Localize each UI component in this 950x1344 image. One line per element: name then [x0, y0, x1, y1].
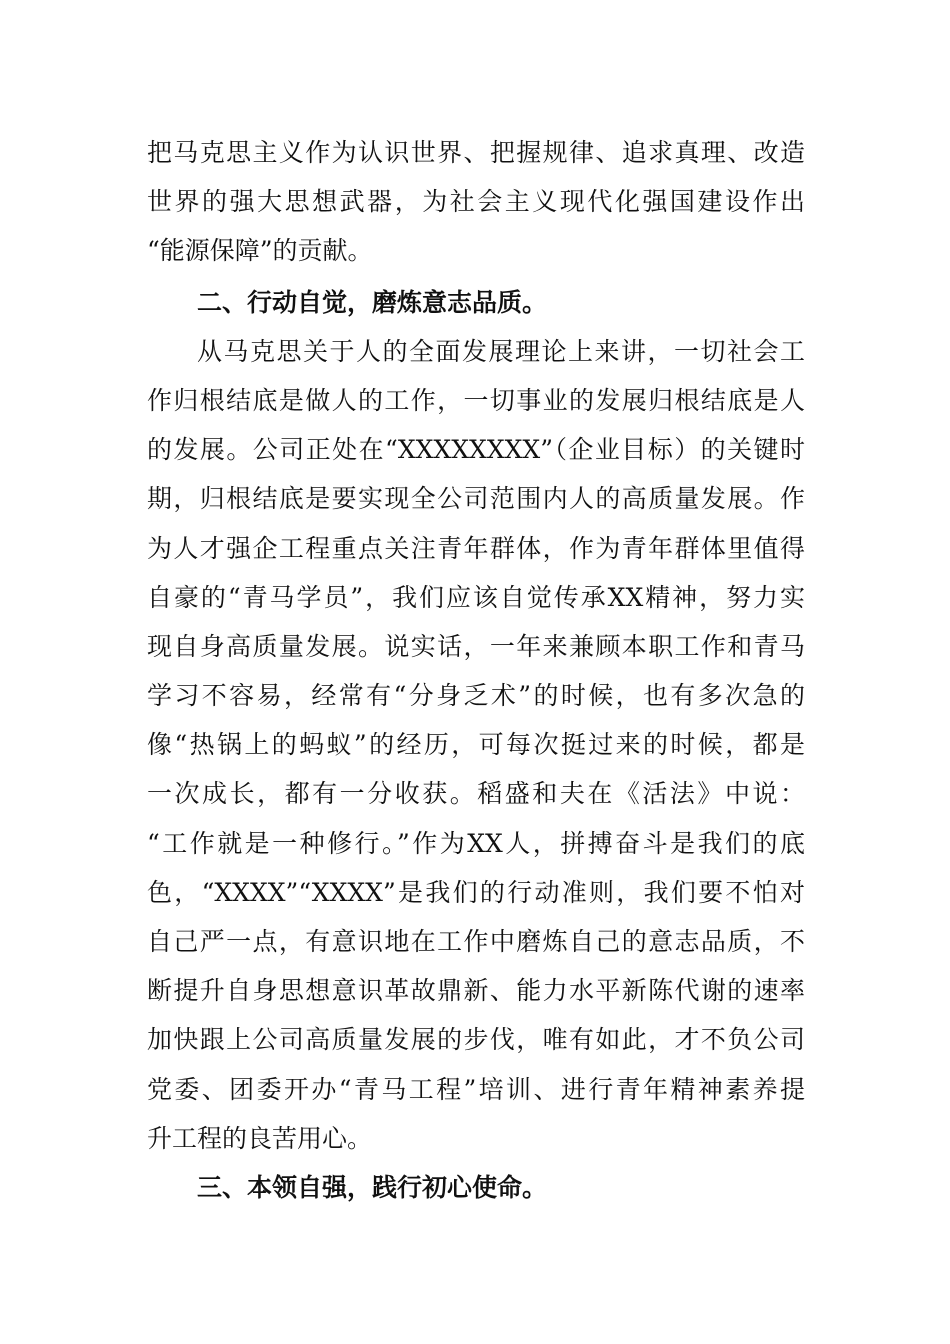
- paragraph-line: 加快跟上公司高质量发展的步伐，唯有如此，才不负公司: [147, 1025, 805, 1055]
- paragraph-line: 学习不容易，经常有“分身乏术”的时候，也有多次急的: [147, 681, 805, 711]
- paragraph-2: [147, 327, 805, 1163]
- paragraph-line: 一次成长，都有一分收获。稻盛和夫在《活法》中说：: [147, 779, 805, 809]
- paragraph-line: 作归根结底是做人的工作，一切事业的发展归根结底是人: [147, 385, 805, 415]
- section-heading-2: 二、行动自觉，磨炼意志品质。: [197, 287, 548, 317]
- paragraph-line: 为人才强企工程重点关注青年群体，作为青年群体里值得: [147, 533, 805, 563]
- paragraph-line: 自己严一点，有意识地在工作中磨炼自己的意志品质，不: [147, 927, 805, 956]
- paragraph-line: 自豪的“青马学员”，我们应该自觉传承XX精神，努力实: [147, 582, 805, 612]
- paragraph-line: 像“热锅上的蚂蚁”的经历，可每次挺过来的时候，都是: [147, 730, 805, 760]
- paragraph-line: “能源保障”的贡献。: [147, 236, 373, 266]
- paragraph-line: 世界的强大思想武器，为社会主义现代化强国建设作出: [147, 187, 805, 217]
- paragraph-line: 的发展。公司正处在“XXXXXXXX”（企业目标）的关键时: [147, 435, 805, 465]
- paragraph-line: 断提升自身思想意识革故鼎新、能力水平新陈代谢的速率: [147, 976, 805, 1006]
- paragraph-line: 现自身高质量发展。说实话，一年来兼顾本职工作和青马: [147, 631, 805, 661]
- section-heading-3: 三、本领自强，践行初心使命。: [197, 1172, 548, 1202]
- paragraph-line-first: 从马克思关于人的全面发展理论上来讲，一切社会工: [197, 336, 805, 366]
- paragraph-line: 色，“XXXX”“XXXX”是我们的行动准则，我们要不怕对: [147, 877, 805, 907]
- paragraph-1: [147, 128, 805, 276]
- paragraph-line: 期，归根结底是要实现全公司范围内人的高质量发展。作: [147, 484, 805, 514]
- paragraph-line: 党委、团委开办“青马工程”培训、进行青年精神素养提: [147, 1074, 805, 1104]
- paragraph-line: 升工程的良苦用心。: [147, 1123, 373, 1153]
- document-body: [147, 128, 805, 1212]
- paragraph-line: 把马克思主义作为认识世界、把握规律、追求真理、改造: [147, 138, 805, 167]
- paragraph-line: “工作就是一种修行。”作为XX人，拼搏奋斗是我们的底: [147, 828, 805, 858]
